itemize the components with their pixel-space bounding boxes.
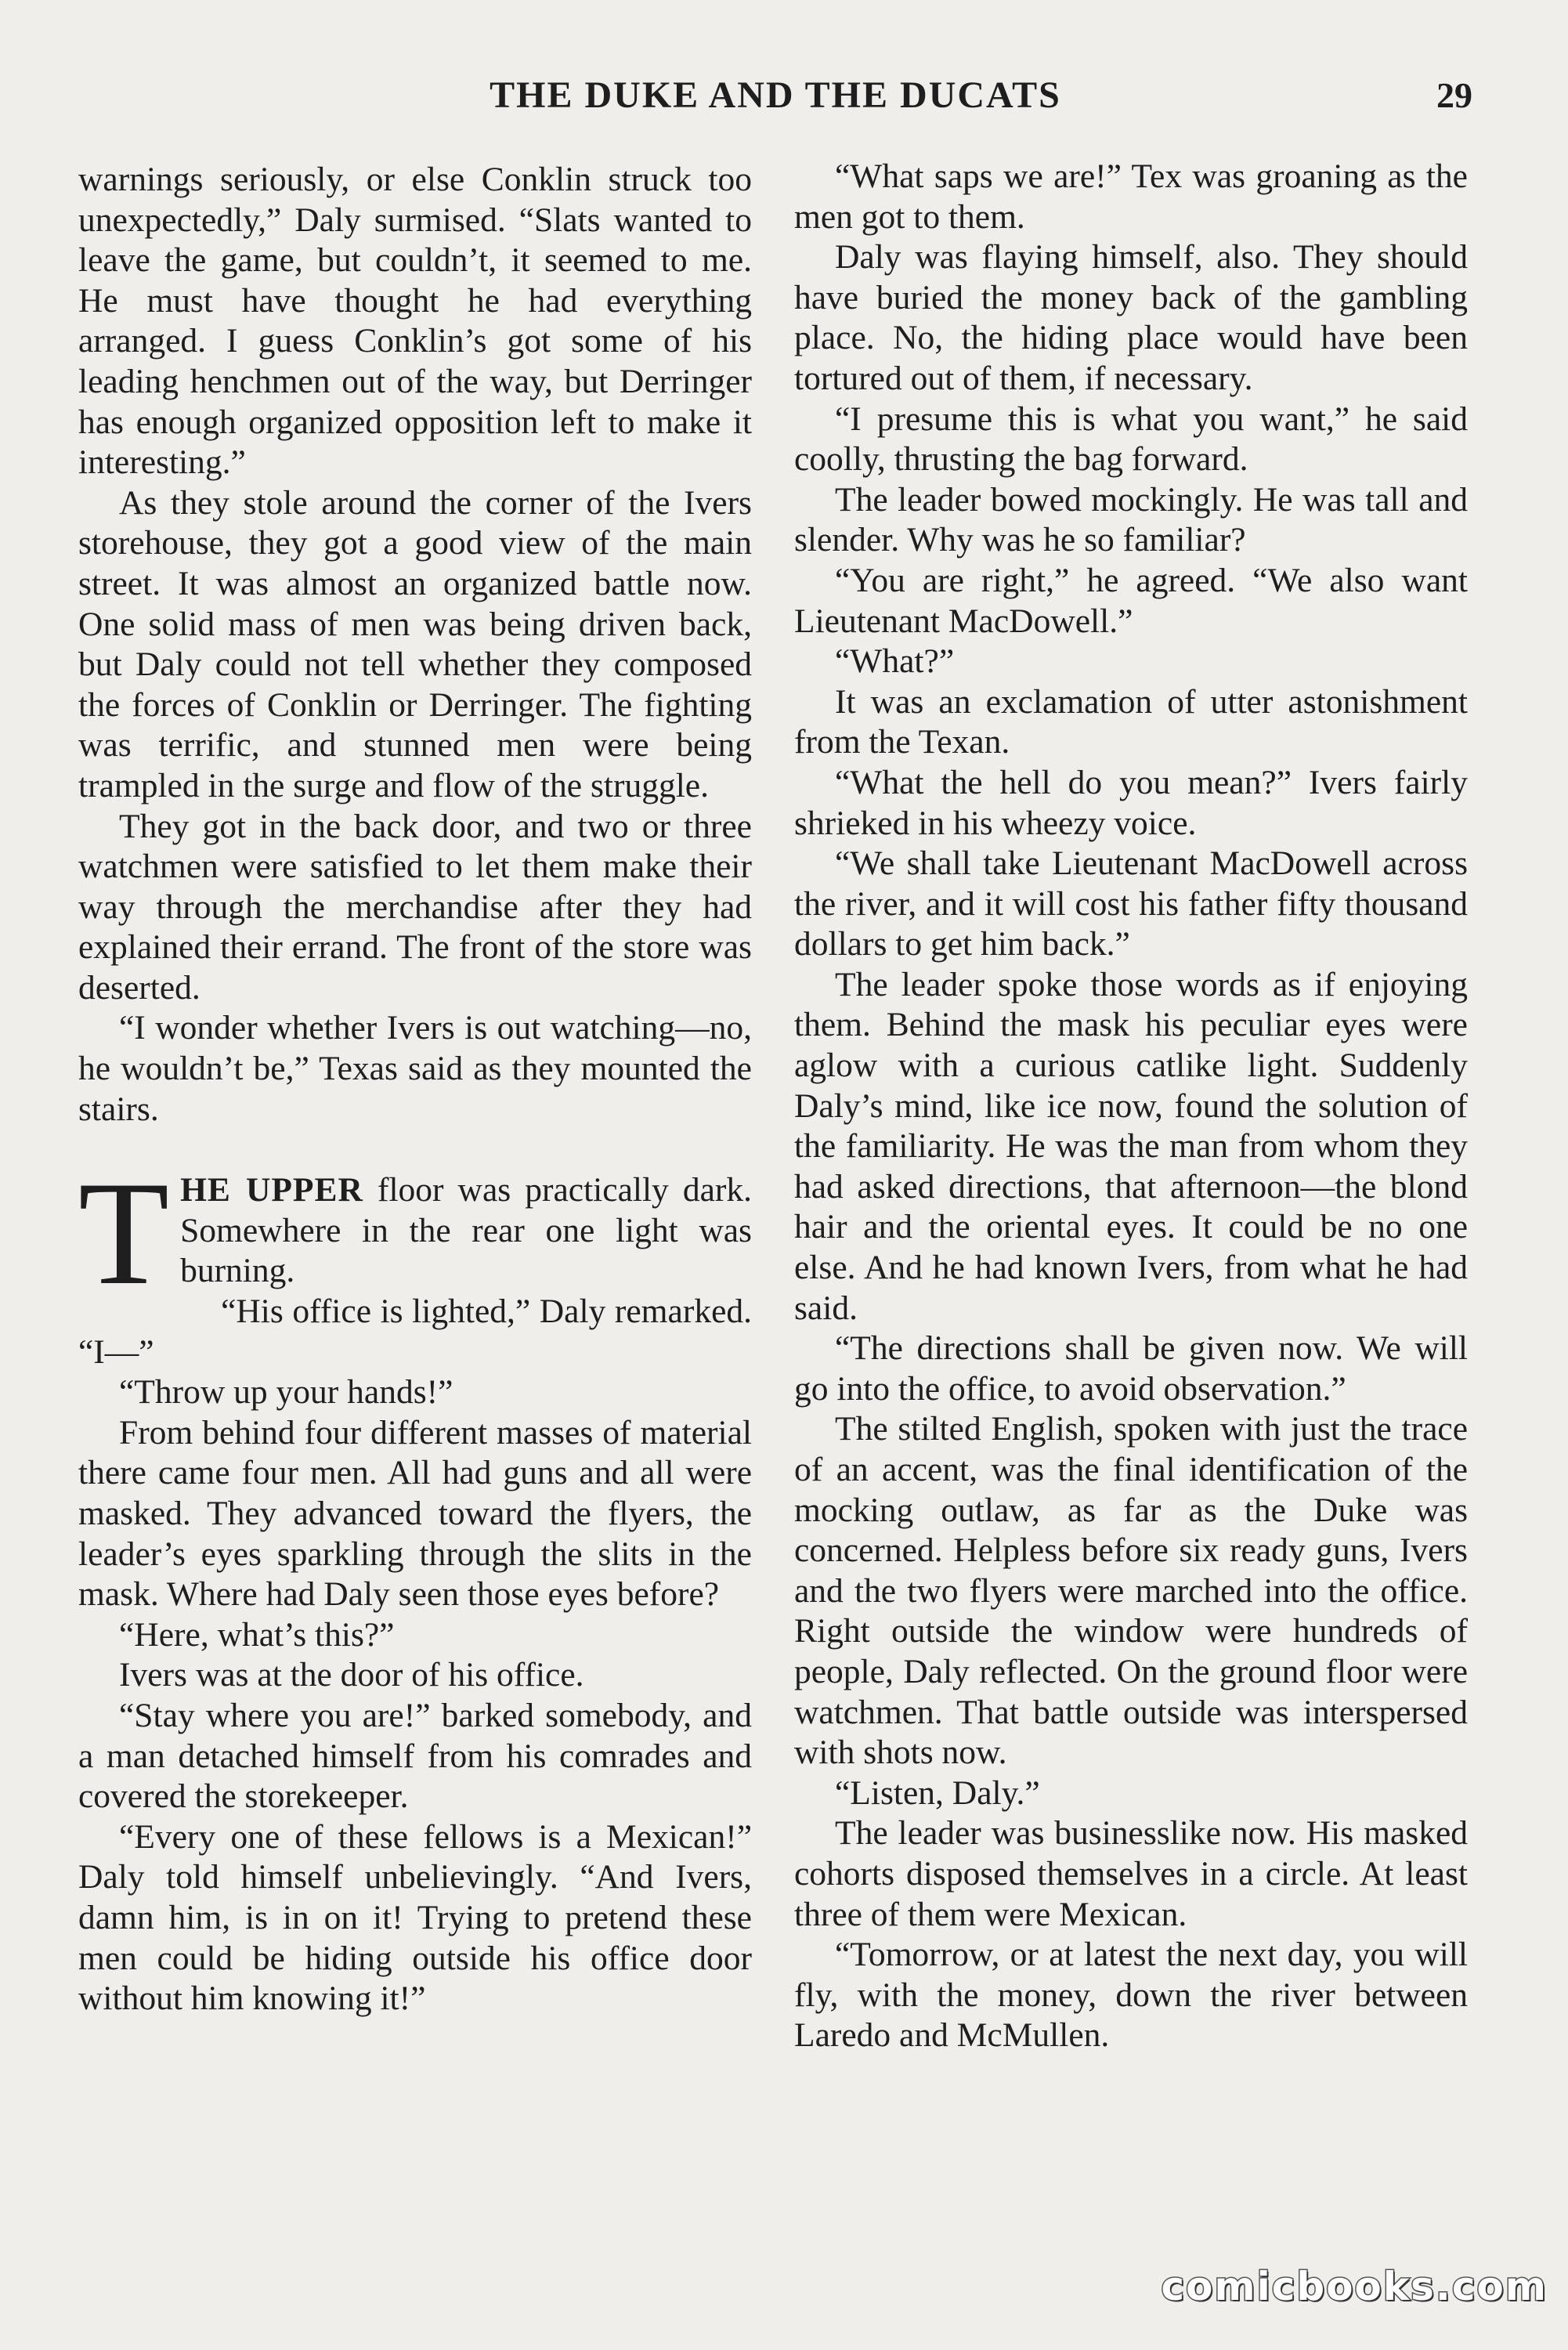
paragraph: Ivers was at the door of his office. xyxy=(119,1656,584,1694)
drop-cap: T xyxy=(78,1152,170,1317)
paragraph: The leader spoke those words as if enjoying them. Behind the mask his peculiar eyes were aglow with a curious catlike light. Suddenly Daly’s mind, like ice now, found the solution of the familiarity. He was the man from whom they had asked directions, that afternoon—the blond hair and the oriental eyes. It could be no one else. And he had known Ivers, from what he had said. xyxy=(794,965,1468,1327)
paragraph: “Throw up your hands!” xyxy=(119,1373,453,1412)
paragraph: “The directions shall be given now. We will go into the office, to avoid observation.” xyxy=(794,1329,1468,1408)
paragraph: The leader bowed mockingly. He was tall and slender. Why was he so familiar? xyxy=(794,480,1468,559)
paragraph: It was an exclamation of utter astonishment from the Texan. xyxy=(794,682,1468,761)
paragraph: “What saps we are!” Tex was groaning as the men got to them. xyxy=(794,157,1468,236)
paragraph: From behind four different masses of material there came four men. All had guns and all were masked. They advanced toward the flyers, the leader’s eyes sparkling through the slits in the mask. Where had Daly seen those eyes before? xyxy=(78,1413,752,1614)
paragraph: Daly was flaying himself, also. They should have buried the money back of the gambling place. No, the hiding place would have been tortured out of them, if necessary. xyxy=(794,238,1468,397)
paragraph: As they stole around the corner of the Ivers storehouse, they got a good view of the main street. It was almost an organized battle now. One solid mass of men was being driven back, but Daly could not tell whether they composed the forces of Conklin or Derringer. The fighting was terrific, and stunned men were being trampled in the surge and flow of the struggle. xyxy=(78,483,752,804)
paragraph: “I wonder whether Ivers is out watching—no, he wouldn’t be,” Texas said as they mounted the stairs. xyxy=(78,1009,752,1128)
watermark: comicbooks.com xyxy=(1161,2264,1548,2309)
running-title: THE DUKE AND THE DUCATS xyxy=(490,74,1061,116)
paragraph: “You are right,” he agreed. “We also want Lieutenant MacDowell.” xyxy=(794,561,1468,640)
paragraph: “What the hell do you mean?” Ivers fairly shrieked in his wheezy voice. xyxy=(794,763,1468,842)
section-opening-paragraph xyxy=(78,1152,752,1317)
left-column xyxy=(78,160,752,2019)
paragraph: “We shall take Lieutenant MacDowell across the river, and it will cost his father fifty thousand dollars to get him back.” xyxy=(794,844,1468,964)
page-number: 29 xyxy=(1436,75,1472,115)
paragraph: “Listen, Daly.” xyxy=(835,1773,1040,1812)
right-column xyxy=(794,157,1468,2056)
paragraph: “I presume this is what you want,” he said coolly, thrusting the bag forward. xyxy=(794,400,1468,479)
paragraph: “Every one of these fellows is a Mexican!” Daly told himself unbelievingly. “And Ivers, damn him, is in on it! Trying to pretend these men could be hiding outside his office door without him knowing it!” xyxy=(78,1817,752,2018)
paragraph: They got in the back door, and two or three watchmen were satisfied to let them make their way through the merchandise after they had explained their errand. The front of the store was deserted. xyxy=(78,807,752,1007)
paragraph: “His office is lighted,” Daly remarked. “I—” xyxy=(78,1292,752,1371)
paragraph: “Tomorrow, or at latest the next day, you will fly, with the money, down the river between Laredo and McMullen. xyxy=(794,1936,1468,2055)
paragraph: warnings seriously, or else Conklin struck too unexpectedly,” Daly surmised. “Slats wanted to leave the game, but couldn’t, it seemed to me. He must have thought he had everything arranged. I guess Conklin’s got some of his leading henchmen out of the way, but Derringer has enough organized opposition left to make it interesting.” xyxy=(78,161,752,482)
paragraph: The stilted English, spoken with just the trace of an accent, was the final identification of the mocking outlaw, as far as the Duke was concerned. Helpless before six ready guns, Ivers and the two flyers were marched into the office. Right outside the window were hundreds of people, Daly reflected. On the ground floor were watchmen. That battle outside was interspersed with shots now. xyxy=(794,1410,1468,1772)
opening-text: floor was practically dark. Somewhere in the rear one light was burning. xyxy=(180,1171,752,1290)
paragraph: “Here, what’s this?” xyxy=(119,1615,395,1654)
paragraph: The leader was businesslike now. His masked cohorts disposed themselves in a circle. At least three of them were Mexican. xyxy=(794,1814,1468,1933)
paragraph: “What?” xyxy=(835,642,955,681)
opening-words: HE UPPER xyxy=(180,1171,363,1209)
section-break xyxy=(78,1130,752,1170)
paragraph: “Stay where you are!” barked somebody, and a man detached himself from his comrades and covered the storekeeper. xyxy=(78,1696,752,1816)
